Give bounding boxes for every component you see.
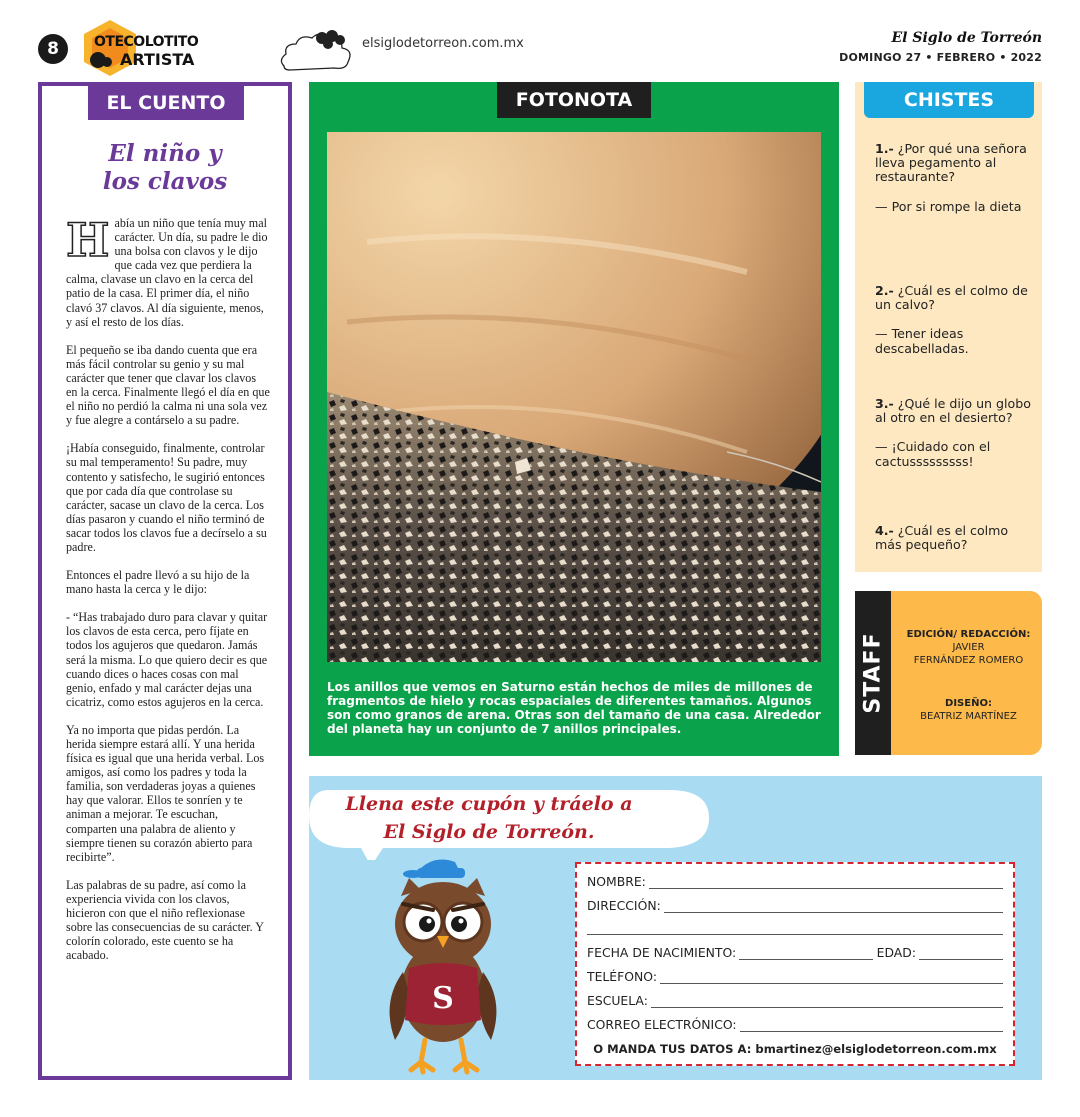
story-body <box>66 213 270 976</box>
age-label: EDAD: <box>876 945 916 960</box>
page-number: 8 <box>38 34 68 64</box>
drop-cap: H <box>66 213 110 267</box>
phone-field[interactable]: TELÉFONO: <box>587 969 1003 984</box>
send-data-email[interactable]: O MANDA TUS DATOS A: bmartinez@elsiglodetorreon.com.mx <box>593 1042 997 1056</box>
newspaper-name: El Siglo de Torreón <box>891 30 1042 46</box>
brand-name-line1: OTECOLOTITO <box>94 34 199 50</box>
story-title-line1: El niño y <box>108 140 222 167</box>
staff-box <box>855 591 1042 755</box>
coupon-headline: Llena este cupón y tráelo a El Siglo de Torreón. <box>345 793 633 843</box>
school-field[interactable]: ESCUELA: <box>587 993 1003 1008</box>
story-paragraph: ¡Había conseguido, finalmente, controlar su mal temperamento! Su padre, muy contento y satisfecho, le sugirió entonces que por cada día que controlase su carácter, sacase un clavo de la cerca. Los días pasaron y cuando el niño terminó de sacar todos los clavos fue a decírselo a su padre. <box>66 441 267 554</box>
story-paragraph: El pequeño se iba dando cuenta que era más fácil controlar su genio y su mal carácter que tener que clavar los clavos en la cerca. Finalmente llegó el día en que el niño no perdió la calma ni una sola vez y fue alegre a contárselo a su padre. <box>66 342 270 428</box>
website-link[interactable]: elsiglodetorreon.com.mx <box>362 36 524 51</box>
name-field[interactable]: NOMBRE: <box>587 874 1003 889</box>
chistes-section <box>855 82 1042 572</box>
saturn-rings-image <box>327 132 821 662</box>
joke-item: 1.- ¿Por qué una señora lleva pegamento al restaurante? — Por si rompe la dieta <box>875 141 1027 214</box>
address-field[interactable]: DIRECCIÓN: <box>587 898 1003 913</box>
joke-item: 2.- ¿Cuál es el colmo de un calvo? — Tener ideas descabelladas. <box>875 283 1028 356</box>
section-title-chistes: CHISTES <box>864 82 1034 118</box>
story-paragraph: Entonces el padre llevó a su hijo de la mano hasta la cerca y le dijo: <box>66 568 250 597</box>
section-title-cuento: EL CUENTO <box>88 86 244 120</box>
birthdate-field[interactable]: FECHA DE NACIMIENTO: EDAD: <box>587 945 1003 960</box>
owl-mascot-icon <box>373 852 513 1076</box>
story-title <box>42 140 288 196</box>
story-paragraph: Ya no importa que pidas perdón. La herida siempre estará allí. Y una herida física es igual que una herida verbal. Los amigos, así como los padres y toda la familia, son verdaderas joyas a quienes hay que valorar. Ellos te sonríen y te animan a mejorar. Te escuchan, comparten una palabra de aliento y siempre tienen su corazón abierto para recibirte”. <box>66 722 265 864</box>
section-title-fotonota: FOTONOTA <box>497 82 651 118</box>
joke-item: 4.- ¿Cuál es el colmo más pequeño? <box>875 523 1009 553</box>
address-extra-line[interactable] <box>587 934 1003 935</box>
cuento-section <box>38 82 292 1080</box>
registration-form <box>575 862 1015 1066</box>
story-title-line2: los clavos <box>102 168 228 195</box>
coupon-section <box>309 776 1042 1080</box>
story-paragraph: - “Has trabajado duro para clavar y quitar los clavos de esta cerca, pero fíjate en todos los agujeros que quedaron. Jamás será la misma. Lo que quiero decir es que cuando dices o haces cosas con mal genio, enfado y mal carácter dejas una cicatriz, como estos agujeros en la cerca. <box>66 610 268 709</box>
brand-name-line2: ARTISTA <box>120 50 195 69</box>
staff-label: STAFF <box>860 632 886 714</box>
email-field[interactable]: CORREO ELECTRÓNICO: <box>587 1017 1003 1032</box>
story-paragraph: Las palabras de su padre, así como la experiencia vivida con los clavos, hicieron con que el niño reflexionase sobre las consecuencias de su carácter. Y colorín colorado, este cuento se ha acabado. <box>66 877 264 963</box>
staff-side-bar <box>855 591 891 755</box>
story-paragraph: Había un niño que tenía muy mal carácter. Un día, su padre le dio una bolsa con clavos y le dijo que cada vez que perdiera la calma, clavase un clavo en la cerca del patio de la casa. El primer día, el niño clavó 37 clavos. Al día siguiente, menos, y así el resto de los días. <box>66 213 268 329</box>
issue-date: DOMINGO 27 • FEBRERO • 2022 <box>839 51 1042 64</box>
mascot-shirt-letter: S <box>432 981 454 1016</box>
staff-credit-design: DISEÑO: BEATRIZ MARTÍNEZ <box>920 698 1017 722</box>
cloud-icon <box>276 24 362 74</box>
fotonota-section <box>309 82 839 756</box>
photo-caption: Los anillos que vemos en Saturno están hechos de miles de millones de fragmentos de hielo y rocas espaciales de diferentes tamaños. Algunos son como granos de arena. Otras son del tamaño de una casa. Alrededor del planeta hay un conjunto de 7 anillos principales. <box>327 680 821 736</box>
joke-item: 3.- ¿Qué le dijo un globo al otro en el desierto? — ¡Cuidado con el cactusssssssss! <box>875 396 1031 469</box>
staff-credit-editing: EDICIÓN/ REDACCIÓN: JAVIER FERNÁNDEZ ROMERO <box>906 629 1031 666</box>
